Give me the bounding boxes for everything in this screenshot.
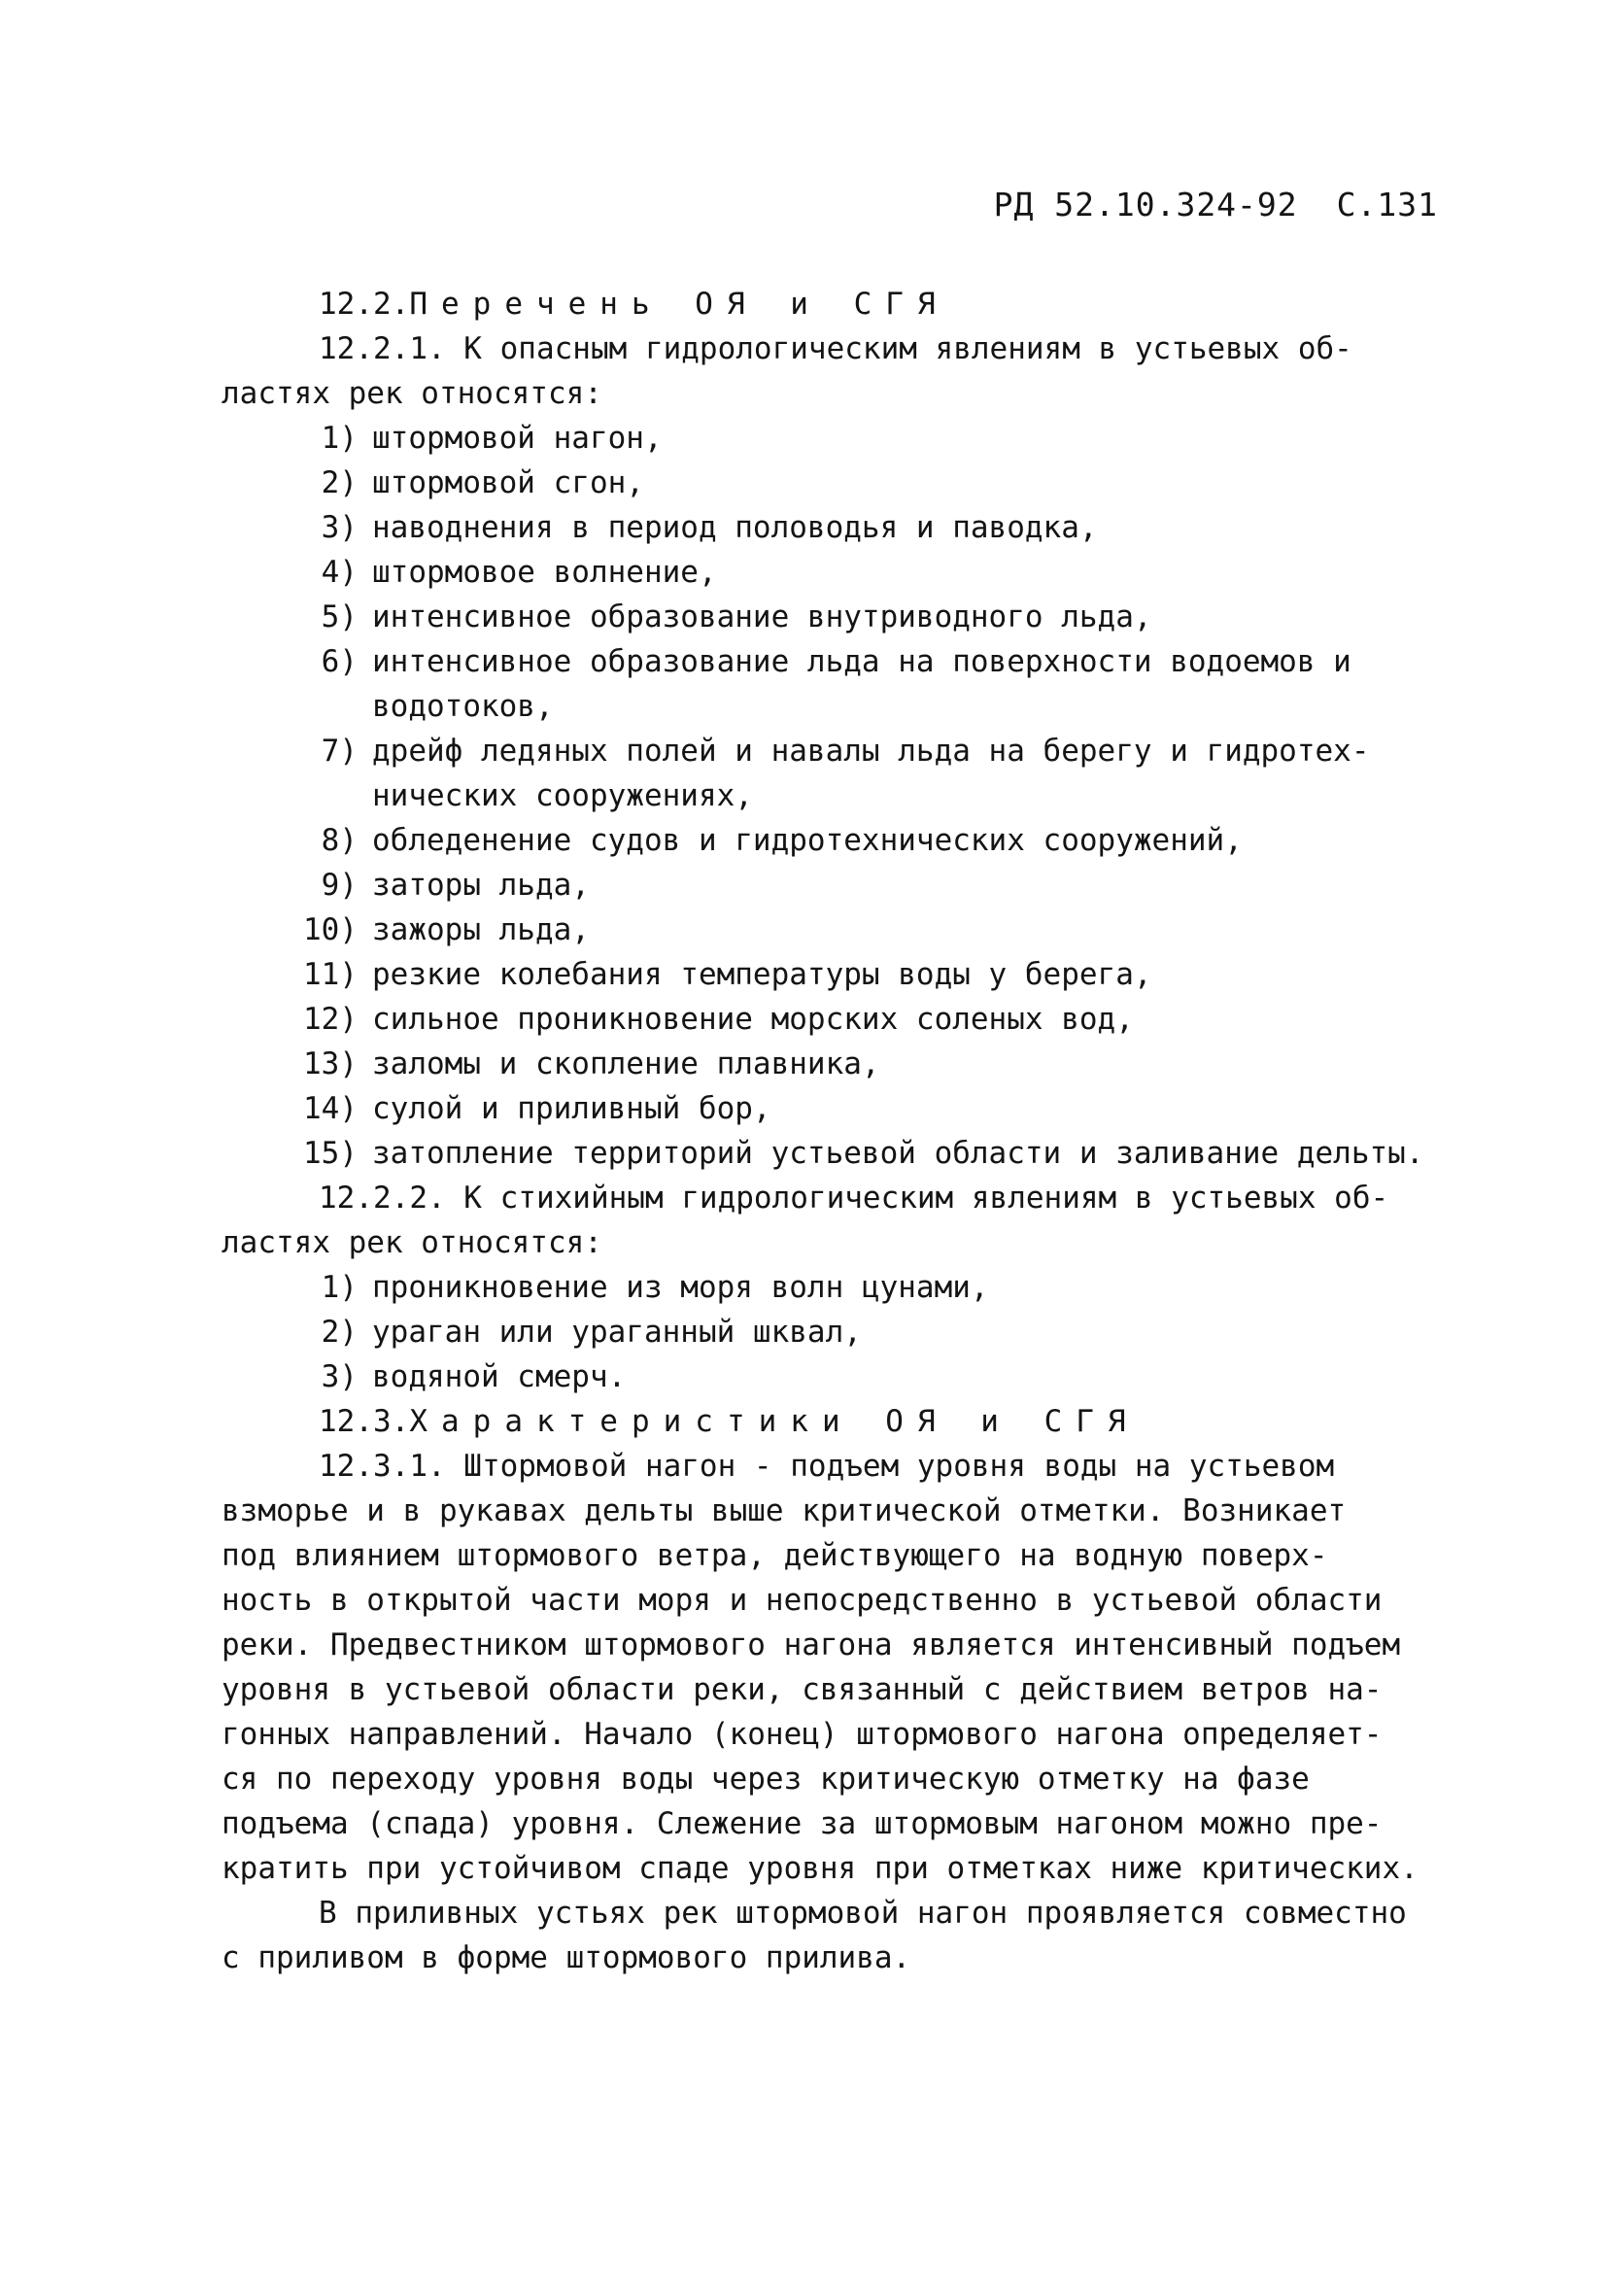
- list-item-number: 1): [321, 1270, 358, 1305]
- section-number: 12.3.: [319, 1404, 410, 1439]
- list-item: [222, 908, 1485, 952]
- paragraph-line: ластях рек относятся:: [222, 1225, 602, 1260]
- page-header: [972, 183, 1438, 227]
- list-item: [222, 863, 1485, 908]
- list-item-text: штормовой сгон,: [372, 465, 644, 500]
- paragraph-line: под влиянием штормового ветра, действующего на водную поверх-: [222, 1538, 1328, 1573]
- paragraph-line: ность в открытой части моря и непосредственно в устьевой области: [222, 1583, 1383, 1618]
- list-item: [222, 505, 1485, 550]
- list-item-text: заторы льда,: [372, 868, 590, 903]
- list-item-text: сильное проникновение морских соленых вод,: [372, 1002, 1134, 1037]
- list-item: [222, 1042, 1485, 1086]
- list-item-text: обледенение судов и гидротехнических сооружений,: [372, 823, 1243, 858]
- list-item: [222, 595, 1485, 639]
- list-item-number: 5): [321, 600, 358, 634]
- paragraph-12-3-1: [222, 1444, 1485, 1891]
- disaster-list: [222, 1265, 1485, 1399]
- list-item-number: 3): [321, 510, 358, 545]
- list-item: [222, 550, 1485, 595]
- list-item: [222, 1265, 1485, 1310]
- list-item-text: наводнения в период половодья и паводка,: [372, 510, 1098, 545]
- list-item-text: штормовой нагон,: [372, 421, 663, 456]
- section-heading-12-3: [222, 1399, 1485, 1444]
- list-item: [222, 997, 1485, 1042]
- list-item-number: 7): [321, 734, 358, 769]
- list-item-text: резкие колебания температуры воды у берега,: [372, 957, 1152, 992]
- paragraph-line: ластях рек относятся:: [222, 376, 602, 411]
- list-item: [222, 416, 1485, 461]
- list-item-number: 14): [303, 1091, 358, 1126]
- paragraph-line: гонных направлений. Начало (конец) штормового нагона определяет-: [222, 1717, 1383, 1752]
- list-item: [222, 818, 1485, 863]
- list-item-text: интенсивное образование льда на поверхности водоемов и: [372, 644, 1351, 679]
- list-item-continuation: водотоков,: [372, 689, 554, 724]
- paragraph-line: взморье и в рукавах дельты выше критической отметки. Возникает: [222, 1493, 1347, 1528]
- list-item-text: штормовое волнение,: [372, 555, 717, 590]
- paragraph-line: В приливных устьях рек штормовой нагон проявляется совместно: [319, 1896, 1407, 1931]
- list-item-number: 12): [303, 1002, 358, 1037]
- section-number: 12.2.: [319, 287, 410, 322]
- list-item-number: 6): [321, 644, 358, 679]
- paragraph-line: подъема (спада) уровня. Слежение за штормовым нагоном можно пре-: [222, 1806, 1383, 1841]
- list-item-continuation: нических сооружениях,: [372, 778, 753, 813]
- list-item: [222, 1131, 1485, 1176]
- section-title: Перечень ОЯ и СГЯ: [409, 287, 949, 322]
- list-item-text: дрейф ледяных полей и навалы льда на берегу и гидротех-: [372, 734, 1370, 769]
- paragraph-line: 12.2.2. К стихийным гидрологическим явлениям в устьевых об-: [319, 1181, 1389, 1216]
- list-item-text: заломы и скопление плавника,: [372, 1046, 880, 1081]
- document-body: [222, 282, 1485, 1980]
- list-item-number: 13): [303, 1046, 358, 1081]
- list-item-text: проникновение из моря волн цунами,: [372, 1270, 989, 1305]
- list-item-number: 3): [321, 1359, 358, 1394]
- list-item-number: 4): [321, 555, 358, 590]
- list-item-text: сулой и приливный бор,: [372, 1091, 771, 1126]
- paragraph-tidal: [222, 1891, 1485, 1980]
- section-heading-12-2: [222, 282, 1485, 326]
- paragraph-line: кратить при устойчивом спаде уровня при отметках ниже критических.: [222, 1851, 1419, 1886]
- page-number: С.131: [1336, 186, 1438, 223]
- list-item: [222, 1354, 1485, 1399]
- hazard-list: [222, 416, 1485, 1176]
- list-item: [222, 1086, 1485, 1131]
- list-item-number: 1): [321, 421, 358, 456]
- list-item-number: 15): [303, 1136, 358, 1171]
- list-item-number: 10): [303, 912, 358, 947]
- list-item-text: затопление территорий устьевой области и заливание дельты.: [372, 1136, 1424, 1171]
- list-item-text: водяной смерч.: [372, 1359, 627, 1394]
- list-item-number: 2): [321, 465, 358, 500]
- list-item: [222, 639, 1485, 684]
- list-item: [222, 461, 1485, 505]
- paragraph-line: с приливом в форме штормового прилива.: [222, 1940, 911, 1975]
- paragraph-line: 12.3.1. Штормовой нагон - подъем уровня воды на устьевом: [319, 1449, 1335, 1484]
- paragraph-line: уровня в устьевой области реки, связанный с действием ветров на-: [222, 1672, 1383, 1707]
- list-item-number: 11): [303, 957, 358, 992]
- list-item: [222, 729, 1485, 773]
- list-item-text: зажоры льда,: [372, 912, 590, 947]
- paragraph-line: ся по переходу уровня воды через критическую отметку на фазе: [222, 1762, 1310, 1797]
- list-item: [222, 952, 1485, 997]
- section-title: Характеристики ОЯ и СГЯ: [409, 1404, 1140, 1439]
- paragraph-line: реки. Предвестником штормового нагона является интенсивный подъем: [222, 1628, 1401, 1662]
- list-item-number: 8): [321, 823, 358, 858]
- list-item-number: 2): [321, 1315, 358, 1350]
- list-item-number: 9): [321, 868, 358, 903]
- document-code: РД 52.10.324-92: [993, 186, 1298, 223]
- list-item-text: ураган или ураганный шквал,: [372, 1315, 862, 1350]
- list-item-text: интенсивное образование внутриводного льда,: [372, 600, 1152, 634]
- list-item: [222, 1310, 1485, 1354]
- paragraph-line: 12.2.1. К опасным гидрологическим явлениям в устьевых об-: [319, 331, 1352, 366]
